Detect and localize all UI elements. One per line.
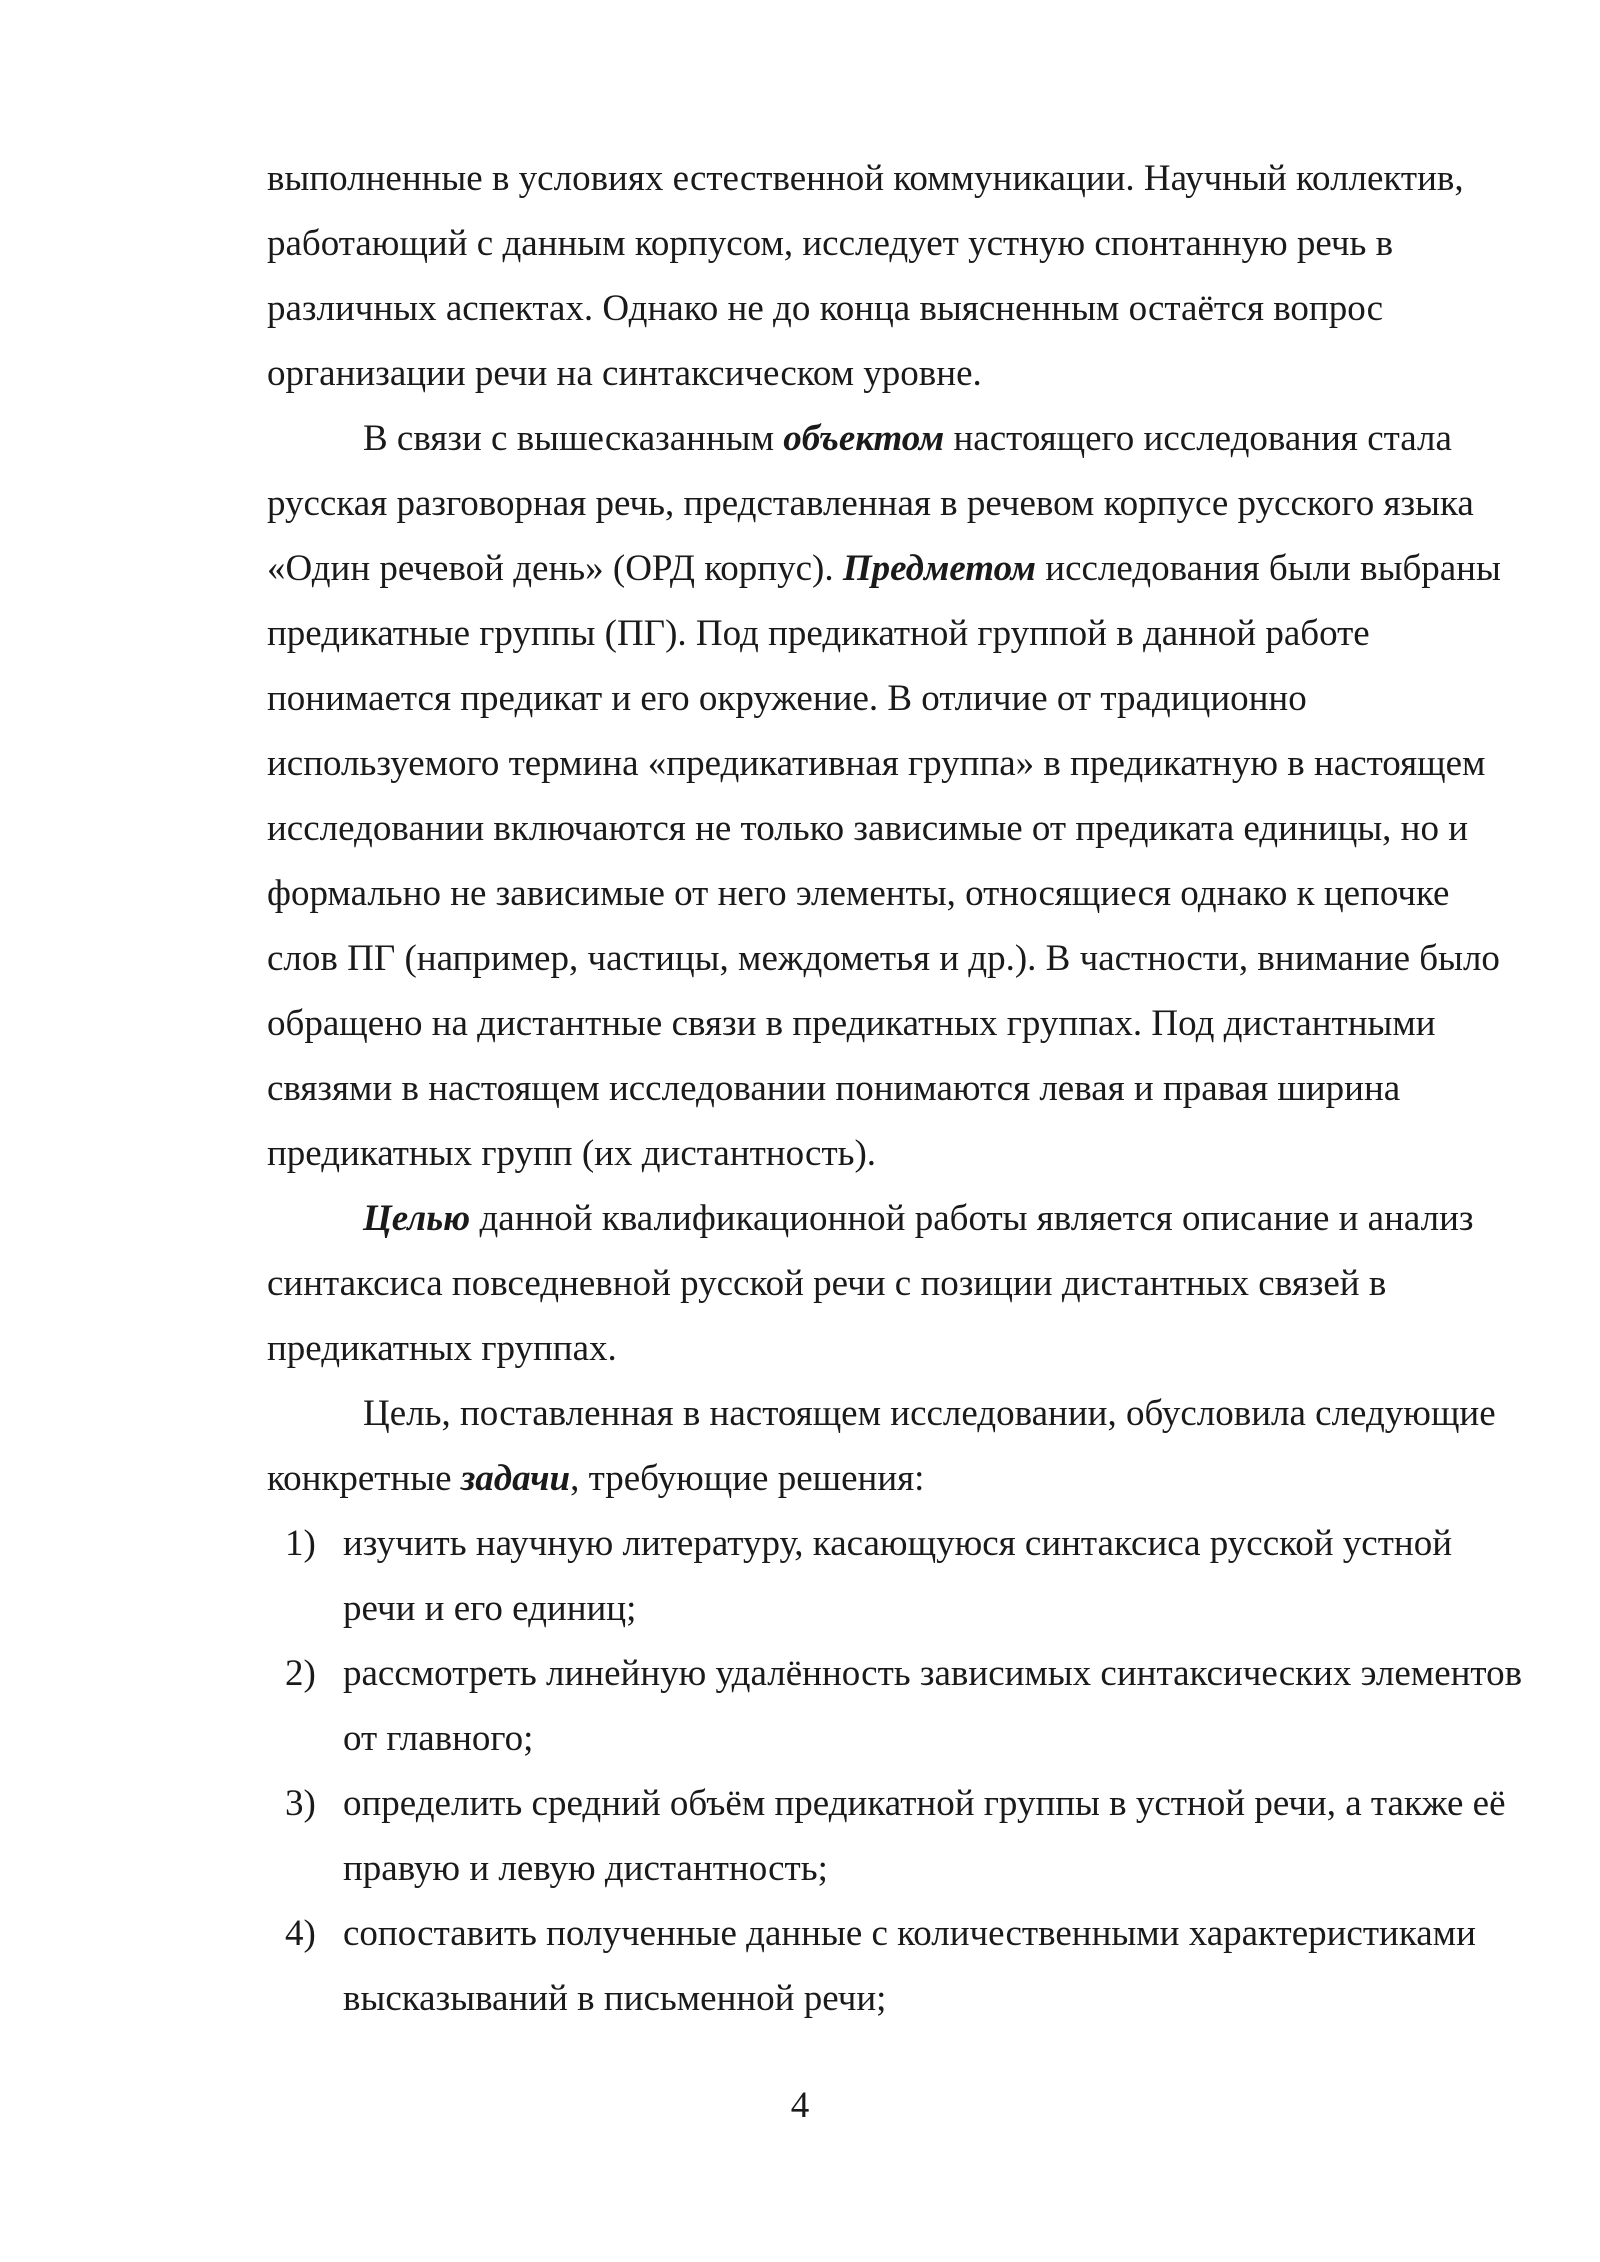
list-item-text: изучить научную литературу, касающуюся синтаксиса русской устной речи и его единиц;	[343, 1523, 1452, 1629]
text-span: настоящего исследования стала русская разговорная речь, представленная в речевом корпусе русского языка «Один речевой день» (ОРД корпус).	[267, 418, 1474, 589]
tasks-list	[267, 1511, 1527, 2031]
text-span: Цель, поставленная в настоящем исследовании, обусловила следующие конкретные	[267, 1393, 1496, 1499]
term-goal: Целью	[363, 1198, 471, 1239]
list-item-text: рассмотреть линейную удалённость зависимых синтаксических элементов от главного;	[343, 1653, 1523, 1759]
document-page	[267, 146, 1527, 2031]
text-span: В связи с вышесказанным	[363, 418, 784, 459]
list-item-number: 1)	[285, 1523, 316, 1564]
term-subject: Предметом	[842, 548, 1037, 589]
paragraph-object-subject	[267, 406, 1527, 1186]
text-span: данной квалификационной работы является описание и анализ синтаксиса повседневной русской речи с позиции дистантных связей в предикатных группах.	[267, 1198, 1474, 1369]
paragraph-goal	[267, 1186, 1527, 1381]
paragraph-tasks-intro	[267, 1381, 1527, 1511]
list-item-number: 4)	[285, 1913, 316, 1954]
paragraph-intro-continuation: выполненные в условиях естественной коммуникации. Научный коллектив, работающий с данным корпусом, исследует устную спонтанную речь в различных аспектах. Однако не до конца выясненным остаётся вопрос организации речи на синтаксическом уровне.	[267, 158, 1464, 394]
list-item	[267, 1511, 1527, 1641]
list-item	[267, 1771, 1527, 1901]
list-item-number: 3)	[285, 1783, 316, 1824]
page-number: 4	[790, 2085, 810, 2126]
term-object: объектом	[783, 418, 945, 459]
list-item-text: определить средний объём предикатной группы в устной речи, а также её правую и левую дистантность;	[343, 1783, 1506, 1889]
list-item	[267, 1901, 1527, 2031]
list-item	[267, 1641, 1527, 1771]
text-span: исследования были выбраны предикатные группы (ПГ). Под предикатной группой в данной работе понимается предикат и его окружение. В отличие от традиционно используемого термина «предикативная группа» в предикатную в настоящем исследовании включаются не только зависимые от предиката единицы, но и формально не зависимые от него элементы, относящиеся однако к цепочке слов ПГ (например, частицы, междометья и др.). В частности, внимание было обращено на дистантные связи в предикатных группах. Под дистантными связями в настоящем исследовании понимаются левая и правая ширина предикатных групп (их дистантность).	[267, 548, 1501, 1174]
term-tasks: задачи	[460, 1458, 571, 1499]
list-item-number: 2)	[285, 1653, 316, 1694]
text-span: , требующие решения:	[570, 1458, 925, 1499]
list-item-text: сопоставить полученные данные с количественными характеристиками высказываний в письменной речи;	[343, 1913, 1476, 2019]
